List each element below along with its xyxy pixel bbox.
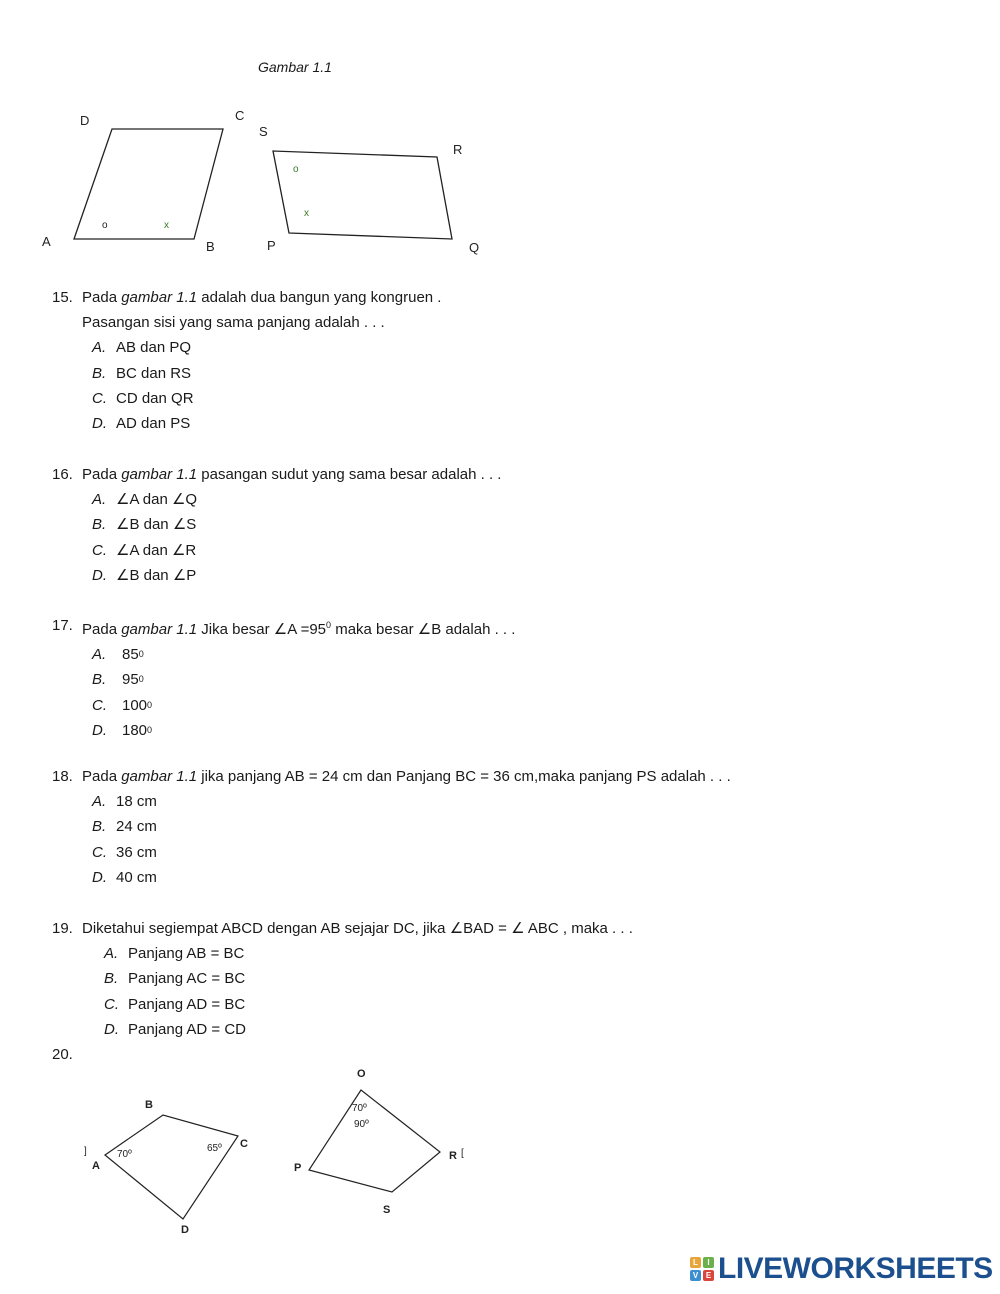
- q20-label-d: D: [181, 1224, 189, 1236]
- q20-quadrilateral-abcd: [105, 1115, 238, 1219]
- q20-quadrilateral-oprs: [309, 1090, 440, 1192]
- option-a[interactable]: A. AB dan PQ: [92, 339, 192, 357]
- option-b[interactable]: B. ∠B dan ∠S: [92, 516, 197, 534]
- question-text: Pada gambar 1.1 jika panjang AB = 24 cm dan Panjang BC = 36 cm,maka panjang PS adalah . . .: [82, 768, 731, 785]
- question-text-line2: Pasangan sisi yang sama panjang adalah . . .: [82, 314, 385, 332]
- q20-edge-mark-right: [: [461, 1148, 464, 1159]
- angle-mark-b: x: [164, 220, 169, 231]
- option-d[interactable]: D. ∠B dan ∠P: [92, 566, 197, 584]
- option-a[interactable]: A. Panjang AB = BC: [104, 945, 245, 963]
- option-a[interactable]: A. 18 cm: [92, 793, 157, 811]
- question-number: 18.: [52, 768, 73, 785]
- q20-label-r: R: [449, 1150, 457, 1162]
- question-text: Pada gambar 1.1 adalah dua bangun yang kongruen .: [82, 289, 442, 306]
- q20-angle-a: 70º: [117, 1149, 132, 1160]
- option-c[interactable]: C. CD dan QR: [92, 389, 194, 407]
- option-b[interactable]: B. 24 cm: [92, 818, 157, 836]
- option-b[interactable]: B. Panjang AC = BC: [104, 970, 246, 988]
- question-17: [52, 613, 952, 743]
- q20-label-c: C: [240, 1138, 248, 1150]
- question-text: Pada gambar 1.1 pasangan sudut yang sama besar adalah . . .: [82, 466, 502, 483]
- option-d[interactable]: D. AD dan PS: [92, 415, 191, 433]
- option-d[interactable]: D. 180 0: [92, 721, 153, 739]
- angle-mark-s: o: [293, 164, 299, 175]
- q20-label-s: S: [383, 1204, 391, 1216]
- q20-angle-o1: 70º: [352, 1103, 367, 1114]
- angle-mark-a: o: [102, 220, 108, 231]
- q20-label-o: O: [357, 1068, 366, 1080]
- question-number: 15.: [52, 289, 73, 306]
- label-r: R: [453, 142, 463, 157]
- label-a: A: [42, 234, 51, 249]
- question-15: [52, 285, 952, 436]
- question-number: 20.: [52, 1046, 73, 1063]
- figure-caption: Gambar 1.1: [258, 59, 332, 75]
- liveworksheets-logo[interactable]: [690, 1254, 993, 1284]
- option-a[interactable]: A. ∠A dan ∠Q: [92, 491, 198, 509]
- question-18: [52, 764, 952, 890]
- label-q: Q: [469, 240, 480, 255]
- option-c[interactable]: C. 100 0: [92, 696, 153, 714]
- option-a[interactable]: A. 85 0: [92, 646, 144, 664]
- question-number: 17.: [52, 617, 73, 634]
- label-d: D: [80, 113, 90, 128]
- q20-label-p: P: [294, 1162, 302, 1174]
- label-b: B: [206, 239, 215, 254]
- label-p: P: [267, 238, 276, 253]
- option-c[interactable]: C. ∠A dan ∠R: [92, 541, 197, 559]
- liveworksheets-logo-text: LIVEWORKSHEETS: [718, 1252, 993, 1285]
- quadrilateral-pqrs: [273, 151, 452, 239]
- option-d[interactable]: D. 40 cm: [92, 868, 157, 886]
- q20-label-a: A: [92, 1160, 100, 1172]
- option-c[interactable]: C. 36 cm: [92, 843, 157, 861]
- q20-angle-o2: 90º: [354, 1119, 369, 1130]
- question-20: [52, 1042, 952, 1067]
- question-16: [52, 462, 952, 588]
- parallelogram-abcd: [74, 129, 223, 239]
- q20-angle-c: 65º: [207, 1143, 222, 1154]
- angle-mark-p: x: [304, 208, 309, 219]
- question-text: Diketahui segiempat ABCD dengan AB sejajar DC, jika ∠BAD = ∠ ABC , maka . . .: [82, 920, 633, 937]
- option-b[interactable]: B. BC dan RS: [92, 364, 192, 382]
- question-19: [52, 916, 952, 1042]
- option-d[interactable]: D. Panjang AD = CD: [104, 1020, 246, 1038]
- liveworksheets-logo-icon: L I V E: [690, 1257, 714, 1281]
- question-number: 19.: [52, 920, 73, 937]
- question-text: Pada gambar 1.1 Jika besar ∠A $=95^0$ maka besar ∠B adalah . . .: [82, 620, 516, 638]
- q20-label-b: B: [145, 1099, 153, 1111]
- q20-edge-mark-left: ]: [84, 1146, 87, 1157]
- label-s: S: [259, 124, 268, 139]
- option-c[interactable]: C. Panjang AD = BC: [104, 995, 246, 1013]
- label-c: C: [235, 108, 245, 123]
- option-b[interactable]: B. 95 0: [92, 671, 144, 689]
- question-number: 16.: [52, 466, 73, 483]
